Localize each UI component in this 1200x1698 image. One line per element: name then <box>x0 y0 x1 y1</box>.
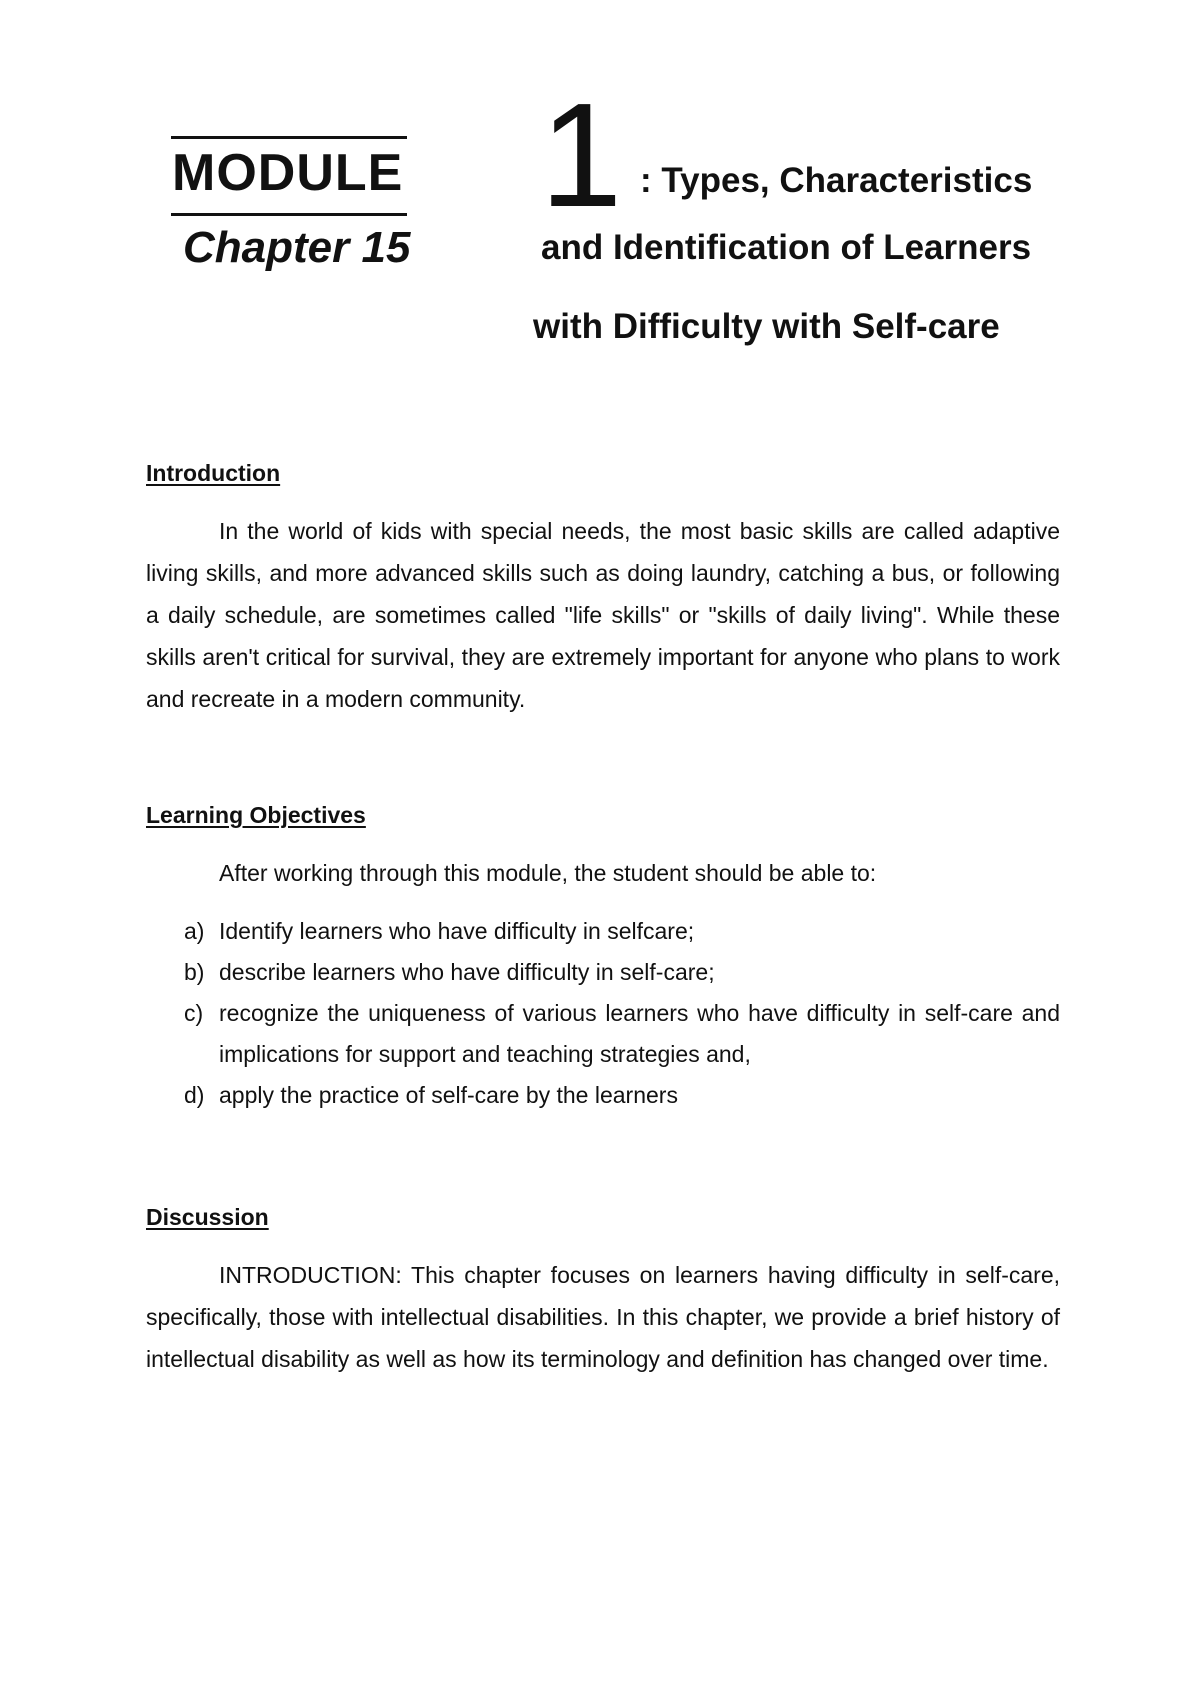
objectives-lead: After working through this module, the student should be able to: <box>219 860 877 886</box>
introduction-paragraph: In the world of kids with special needs, the most basic skills are called adaptive living skills, and more advanced skills such as doing laundry, catching a bus, or following a daily schedule, are sometimes called "life skills" or "skills of daily living". While these skills aren't critical for survival, they are extremely important for anyone who plans to work and recreate in a modern community. <box>146 518 1060 712</box>
objectives-heading: Learning Objectives <box>146 802 366 828</box>
objectives-list <box>146 911 1060 1116</box>
module-title-line-2: and Identification of Learners <box>541 228 1032 267</box>
discussion-heading: Discussion <box>146 1204 269 1230</box>
objective-item <box>146 911 1060 952</box>
objective-text: Identify learners who have difficulty in selfcare; <box>219 918 695 944</box>
objective-marker: a) <box>184 918 205 944</box>
module-title-line-3: with Difficulty with Self-care <box>533 307 1000 346</box>
module-title-line-1: : Types, Characteristics <box>640 161 1033 200</box>
discussion-paragraph: INTRODUCTION: This chapter focuses on learners having difficulty in self-care, specifically, those with intellectual disabilities. In this chapter, we provide a brief history of intellectual disability as well as how its terminology and definition has changed over time. <box>146 1262 1060 1372</box>
module-bottom-rule <box>171 213 407 216</box>
introduction-heading: Introduction <box>146 460 281 486</box>
chapter-label: Chapter 15 <box>183 223 411 272</box>
objective-text: describe learners who have difficulty in self-care; <box>219 959 715 985</box>
objective-marker: d) <box>184 1082 205 1108</box>
objective-marker: c) <box>184 1000 204 1026</box>
objective-text: apply the practice of self-care by the learners <box>219 1082 678 1108</box>
module-top-rule <box>171 136 407 139</box>
module-number: 1 <box>540 73 623 238</box>
objective-marker: b) <box>184 959 205 985</box>
objective-item <box>146 952 1060 993</box>
objective-item <box>146 1075 1060 1116</box>
objective-item <box>146 993 1060 1075</box>
module-label: MODULE <box>172 144 404 202</box>
objective-text: recognize the uniqueness of various learners who have difficulty in self-care and implications for support and teaching strategies and, <box>219 1000 1060 1067</box>
